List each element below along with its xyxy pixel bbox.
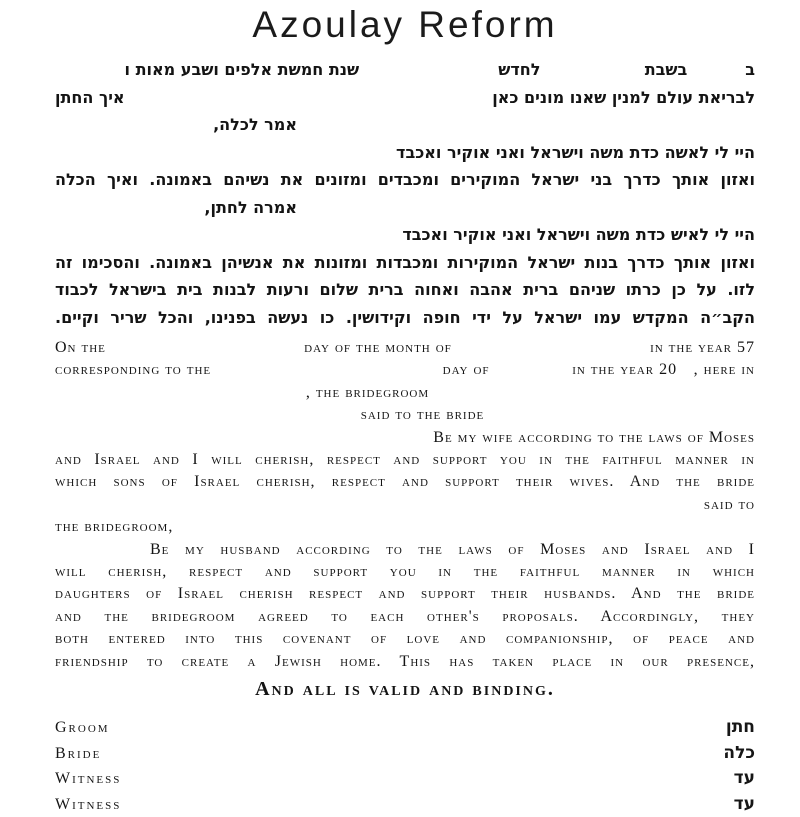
english-text-segment: , here in (693, 361, 755, 379)
hebrew-text-segment: ב (745, 60, 755, 79)
hebrew-line-support-husbands: ואזון אותך כדרך בנות ישראל המוקירות ומכבדות ומזונות את אנשיהן באמונה. והסכימו זה (55, 252, 755, 272)
english-line-cherish-1: and Israel and I will cherish, respect and support you in the faithful manner in (55, 451, 755, 469)
english-line-daughters-of-israel: daughters of Israel cherish respect and support their husbands. And the bride (55, 585, 755, 603)
hebrew-line-said-to-bride: אמר לכלה, (213, 115, 297, 134)
english-line-be-my-husband: Be my husband according to the laws of Moses and Israel and I (150, 540, 755, 558)
english-line-said-to-bride: said to the bride (360, 406, 485, 424)
signature-hebrew-witness-1: עד (733, 768, 755, 789)
signature-label-groom: Groom (55, 719, 110, 737)
english-text-segment: On the (55, 339, 106, 356)
english-line-date (55, 337, 755, 359)
hebrew-line-place (55, 84, 755, 112)
signature-label-witness-1: Witness (55, 770, 122, 788)
english-line-covenant: both entered into this covenant of love and companionship, of peace and (55, 630, 755, 648)
english-line-presence: friendship to create a Jewish home. This has taken place in our presence, (55, 652, 755, 670)
hebrew-line-covenant: לזו. על כן כרתו שניהם ברית אהבה ואחוה ברית שלום ורעות לבנות בית בישראל לכבוד (55, 280, 755, 299)
signature-row-witness-1 (55, 766, 755, 792)
hebrew-text-segment: לחדש (498, 60, 541, 79)
hebrew-line-valid-binding: הקב״ה המקדש עמו ישראל על ידי חופה וקידושין. כו נעשה בפנינו, והכל שריר וקיים. (55, 307, 755, 327)
hebrew-text-segment: איך החתן (55, 87, 125, 107)
signature-row-bride (55, 741, 755, 767)
hebrew-line-date (55, 56, 755, 84)
signature-label-bride: Bride (55, 744, 102, 762)
hebrew-line-support-wives: ואזון אותך כדרך בני ישראל המוקירים ומכבדים ומזונים את נשיהם באמונה. ואיך הכלה (55, 170, 755, 189)
signature-hebrew-bride: כלה (723, 742, 755, 763)
signature-row-groom (55, 715, 755, 741)
hebrew-text-block (55, 56, 755, 331)
english-text-segment: corresponding to the (55, 361, 212, 379)
hebrew-text-segment: בשבת (644, 60, 688, 79)
english-text-block (55, 337, 755, 673)
english-line-proposals: and the bridegroom agreed to each other's proposals. Accordingly, they (55, 607, 755, 625)
page-title: Azoulay Reform (252, 4, 558, 45)
english-text-segment: in the year 20 (572, 361, 678, 379)
hebrew-line-be-my-husband: היי לי לאיש כדת משה וישראל ואני אוקיר ואכבד (402, 225, 755, 244)
english-text-segment: day of (442, 361, 490, 379)
english-line-the-bridegroom-2: the bridegroom, (55, 518, 174, 536)
english-line-the-bridegroom: , the bridegroom (305, 383, 430, 401)
english-line-corresponding (55, 359, 755, 381)
english-line-cherish-2: will cherish, respect and support you in the faithful manner in which (55, 563, 755, 581)
hebrew-text-segment: שנת חמשת אלפים ושבע מאות ו (124, 60, 360, 79)
closing-declaration: And all is valid and binding. (255, 678, 555, 701)
english-text-segment: in the year 57 (650, 339, 755, 356)
signature-hebrew-groom: חתן (725, 717, 755, 738)
signature-hebrew-witness-2: עד (733, 793, 755, 814)
english-line-sons-of-israel: which sons of Israel cherish, respect and support their wives. And the bride (55, 473, 755, 491)
hebrew-line-said-to-groom: אמרה לחתן, (204, 197, 297, 217)
hebrew-text-segment: לבריאת עולם למנין שאנו מונים כאן (492, 87, 755, 107)
signature-block (55, 715, 755, 817)
hebrew-line-be-my-wife: היי לי לאשה כדת משה וישראל ואני אוקיר ואכבד (396, 142, 755, 162)
signature-row-witness-2 (55, 792, 755, 817)
signature-label-witness-2: Witness (55, 795, 122, 813)
english-line-be-my-wife: Be my wife according to the laws of Moses (433, 428, 755, 446)
english-text-segment: day of the month of (304, 339, 452, 356)
english-line-said-to: said to (703, 495, 755, 513)
